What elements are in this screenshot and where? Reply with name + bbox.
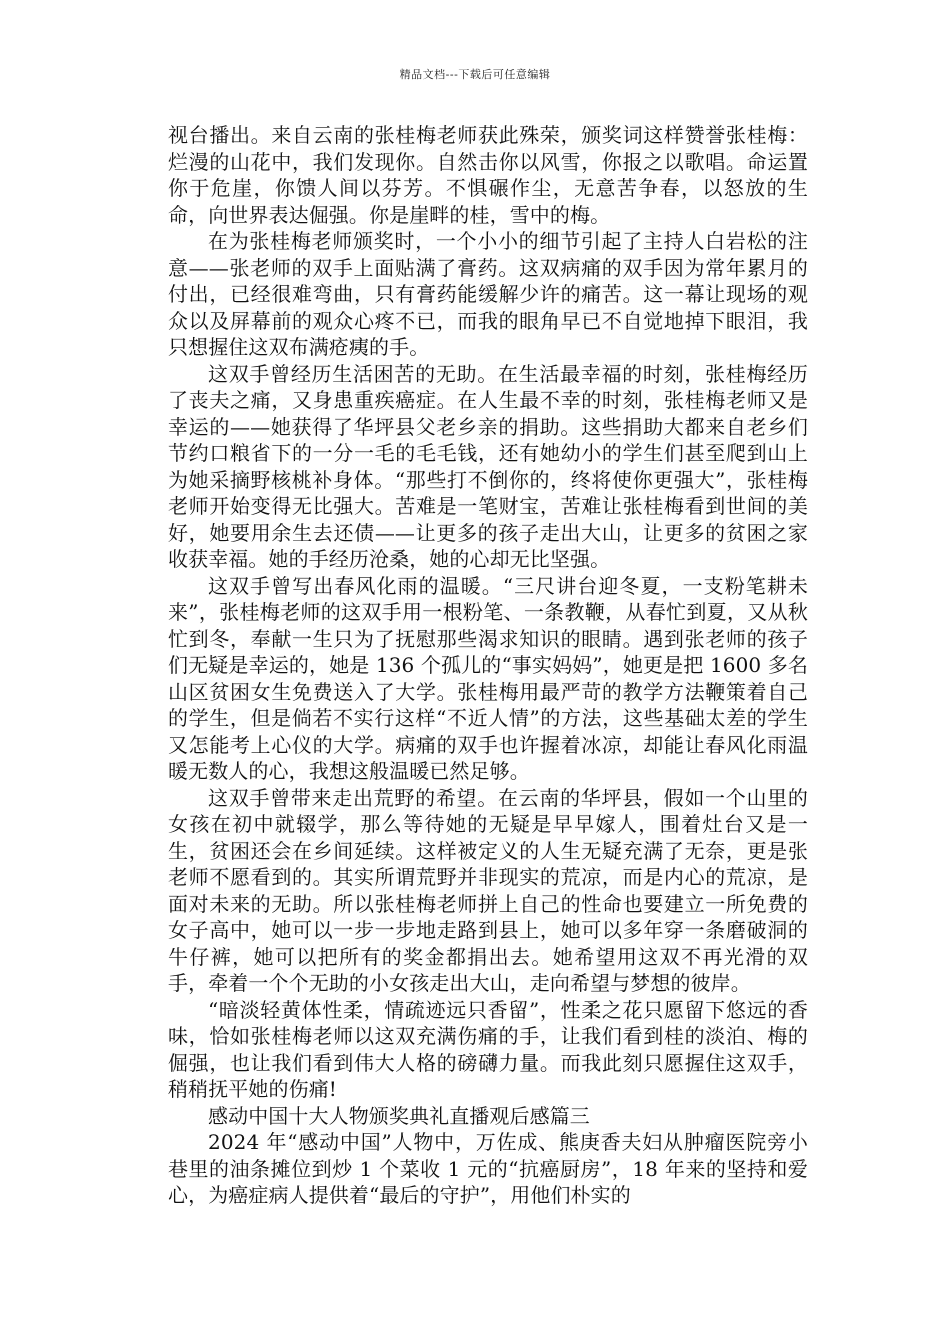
- paragraph-conclusion: “暗淡轻黄体性柔，情疏迹远只香留”，性柔之花只愿留下悠远的香味，恰如张桂梅老师以这双充满伤痛的手，让我们看到桂的淡泊、梅的倔强，也让我们看到伟大人格的磅礴力量。而我此刻只愿握住这双手，稍稍抚平她的伤痛!: [168, 997, 808, 1101]
- paragraph-anti-cancer-kitchen: 2024 年“感动中国”人物中，万佐成、熊庚香夫妇从肿瘤医院旁小巷里的油条摊位到炒 1 个菜收 1 元的“抗癌厨房”，18 年来的坚持和爱心，为癌症病人提供着“最后的守护”，用他们朴实的: [168, 1130, 808, 1207]
- paragraph-warmth: 这双手曾写出春风化雨的温暖。“三尺讲台迎冬夏，一支粉笔耕未来”，张桂梅老师的这双手用一根粉笔、一条教鞭，从春忙到夏，又从秋忙到冬，奉献一生只为了抚慰那些渴求知识的眼睛。遇到张老师的孩子们无疑是幸运的，她是 136 个孤儿的“事实妈妈”，她更是把 1600 多名山区贫困女生免费送入了大学。张桂梅用最严苛的教学方法鞭策着自己的学生，但是倘若不实行这样“不近人情”的方法，这些基础太差的学生又怎能考上心仪的大学。病痛的双手也许握着冰凉，却能让春风化雨温暖无数人的心，我想这般温暖已然足够。: [168, 573, 808, 783]
- paragraph-hope: 这双手曾带来走出荒野的希望。在云南的华坪县，假如一个山里的女孩在初中就辍学，那么等待她的无疑是早早嫁人，围着灶台又是一生，贫困还会在乡间延续。这样被定义的人生无疑充满了无奈，更是张老师不愿看到的。其实所谓荒野并非现实的荒凉，而是内心的荒凉，是面对未来的无助。所以张桂梅老师拼上自己的性命也要建立一所免费的女子高中，她可以一步一步地走路到县上，她可以多年穿一条磨破洞的牛仔裤，她可以把所有的奖金都捐出去。她希望用这双不再光滑的双手，牵着一个个无助的小女孩走出大山，走向希望与梦想的彼岸。: [168, 785, 808, 995]
- paragraph-award-citation: 视台播出。来自云南的张桂梅老师获此殊荣，颁奖词这样赞誉张桂梅：烂漫的山花中，我们发现你。自然击你以风雪，你报之以歌唱。命运置你于危崖，你馈人间以芬芳。不惧碾作尘，无意苦争春，以怒放的生命，向世界表达倔强。你是崖畔的桂，雪中的梅。: [168, 123, 808, 227]
- section-heading: 感动中国十大人物颁奖典礼直播观后感篇三: [208, 1103, 590, 1128]
- paragraph-hardship: 这双手曾经历生活困苦的无助。在生活最幸福的时刻，张桂梅经历了丧夫之痛，又身患重疾癌症。在人生最不幸的时刻，张桂梅老师又是幸运的——她获得了华坪县父老乡亲的捐助。这些捐助大都来自老乡们节约口粮省下的一分一毛的毛毛钱，还有她幼小的学生们甚至爬到山上为她采摘野核桃补身体。“那些打不倒你的，终将使你更强大”，张桂梅老师开始变得无比强大。苦难是一笔财宝，苦难让张桂梅看到世间的美好，她要用余生去还债——让更多的孩子走出大山，让更多的贫困之家收获幸福。她的手经历沧桑，她的心却无比坚强。: [168, 361, 808, 571]
- paragraph-plastered-hands: 在为张桂梅老师颁奖时，一个小小的细节引起了主持人白岩松的注意——张老师的双手上面贴满了膏药。这双病痛的双手因为常年累月的付出，已经很难弯曲，只有膏药能缓解少许的痛苦。这一幕让现场的观众以及屏幕前的观众心疼不已，而我的眼角早已不自觉地掉下眼泪，我只想握住这双布满疮痍的手。: [168, 229, 808, 359]
- document-body: [168, 122, 808, 1209]
- page-header: 精品文档---下载后可任意编辑: [399, 68, 551, 81]
